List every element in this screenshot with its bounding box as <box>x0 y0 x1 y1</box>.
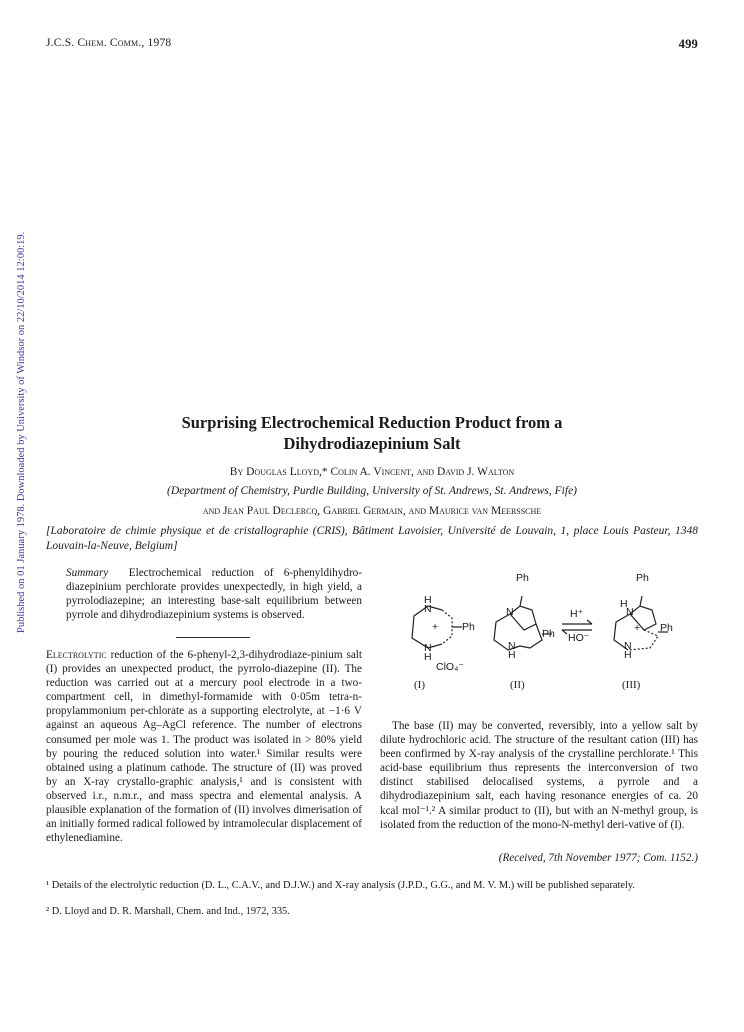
title-line-2: Dihydrodiazepinium Salt <box>283 434 461 453</box>
scheme-i-n-top: N <box>424 603 432 615</box>
scheme-acid: H⁺ <box>570 608 584 620</box>
compound-label-iii: (III) <box>622 679 641 691</box>
summary-block <box>46 566 362 622</box>
body-left-column <box>46 648 362 845</box>
affiliation-2: [Laboratoire de chimie physique et de cristallographie (CRIS), Bâtiment Lavoisier, Université de Louvain, 1, place Louis Pasteur, 1348 Louvain-la-Neuve, Belgium] <box>46 525 698 552</box>
running-header-journal: J.C.S. Chem. Comm., 1978 <box>46 37 172 49</box>
scheme-ii-n-top: N <box>506 606 514 618</box>
reaction-scheme <box>380 566 698 696</box>
footnote-1: ¹ Details of the electrolytic reduction (D. L., C.A.V., and D.J.W.) and X-ray analysis (J.P.D., G.G., and M. V. M.) will be published separately. <box>46 880 636 891</box>
scheme-ii-ph-top: Ph <box>516 572 529 584</box>
scheme-i-ph: Ph <box>462 621 475 633</box>
body-lead-word: Electrolytic <box>46 649 107 661</box>
scheme-iii-n-top: N <box>626 606 634 618</box>
scheme-i-plus: + <box>432 621 439 633</box>
scheme-counterion: ClO₄⁻ <box>436 661 464 673</box>
authors-line-2: and Jean Paul Declercq, Gabriel Germain, and Maurice van Meerssche <box>202 505 542 517</box>
page-number: 499 <box>678 37 698 51</box>
authors-line-1: By Douglas Lloyd,* Colin A. Vincent, and David J. Walton <box>229 466 515 478</box>
scheme-i-h-top: H <box>424 594 432 606</box>
received-date: (Received, 7th November 1977; Com. 1152.) <box>498 852 698 864</box>
body-right-text: The base (II) may be converted, reversibly, into a yellow salt by dilute hydrochloric acid. The structure of the resultant cation (III) has been confirmed by X-ray analysis of the crystalline perchlorate.¹ This acid-base equilibrium thus represents the interconversion of two distinct stabilised delocalised systems, a pyrrole and a dihydrodiazepinium salt, each having resonance energies of ca. 20 kcal mol⁻¹.² A similar product to (II), but with an N-methyl group, is isolated from the reduction of the mono-N-methyl deri-vative of (I). <box>380 720 698 831</box>
body-left-text: reduction of the 6-phenyl-2,3-dihydrodiaze-pinium salt (I) provides an unexpected product, the pyrrolo-diazepine (II). The reduction was carried out at a mercury pool electrode in a two-compartment cell, in dimethyl-formamide with 0·05m tetra-n-propylammonium per-chlorate as a supporting electrolyte, at −1·6 V against an aqueous Ag–AgCl reference. The number of electrons consumed per mole was 1. The product was isolated in > 80% yield by pouring the reduced solution into water.¹ Similar results were obtained using a platinum cathode. The structure of (II) was proved by an X-ray crystallo-graphic analysis,¹ and is consistent with observed i.r., n.m.r., and mass spectra and elemental analysis. A plausible explanation of the formation of (II) involves dimerisation of an initially formed radical followed by intramolecular displacement of ethylenediamine. <box>46 649 362 845</box>
scheme-iii-n-bottom: N <box>624 640 632 652</box>
scheme-i-n-bottom: N <box>424 642 432 654</box>
title-line-1: Surprising Electrochemical Reduction Product from a <box>181 413 563 432</box>
scheme-structures <box>380 566 698 696</box>
scheme-iii-h-bottom: H <box>624 649 632 661</box>
body-right-column <box>380 719 698 832</box>
scheme-i-h-bottom: H <box>424 651 432 663</box>
scheme-iii-h-top: H <box>620 598 628 610</box>
scheme-ii-n-bottom: N <box>508 640 516 652</box>
download-stamp <box>16 213 28 633</box>
article-title <box>46 412 698 454</box>
scheme-ii-h: H <box>508 649 516 661</box>
summary-text: Electrochemical reduction of 6-phenyldihydro-diazepinium perchlorate provides unexpectedly, in high yield, a pyrrolodiazepine; an interesting base-salt equilibrium between pyrrole and dihydrodiazepinium systems is observed. <box>66 567 363 622</box>
scheme-iii-plus: + <box>634 622 641 634</box>
summary-label: Summary <box>66 567 109 579</box>
compound-label-ii: (II) <box>510 679 525 691</box>
section-divider <box>176 637 250 638</box>
scheme-iii-ph-side: Ph <box>660 622 673 634</box>
scheme-iii-ph-top: Ph <box>636 572 649 584</box>
compound-label-i: (I) <box>414 679 425 691</box>
download-stamp-text: Published on 01 January 1978. Downloaded by University of Windsor on 22/10/2014 12:00:19. <box>16 231 27 633</box>
scheme-base: HO⁻ <box>568 632 590 644</box>
affiliation-1: (Department of Chemistry, Purdie Building, University of St. Andrews, St. Andrews, Fife) <box>166 485 578 497</box>
footnote-2: ² D. Lloyd and D. R. Marshall, Chem. and Ind., 1972, 335. <box>46 906 290 917</box>
scheme-ii-ph-side: Ph <box>542 628 555 640</box>
